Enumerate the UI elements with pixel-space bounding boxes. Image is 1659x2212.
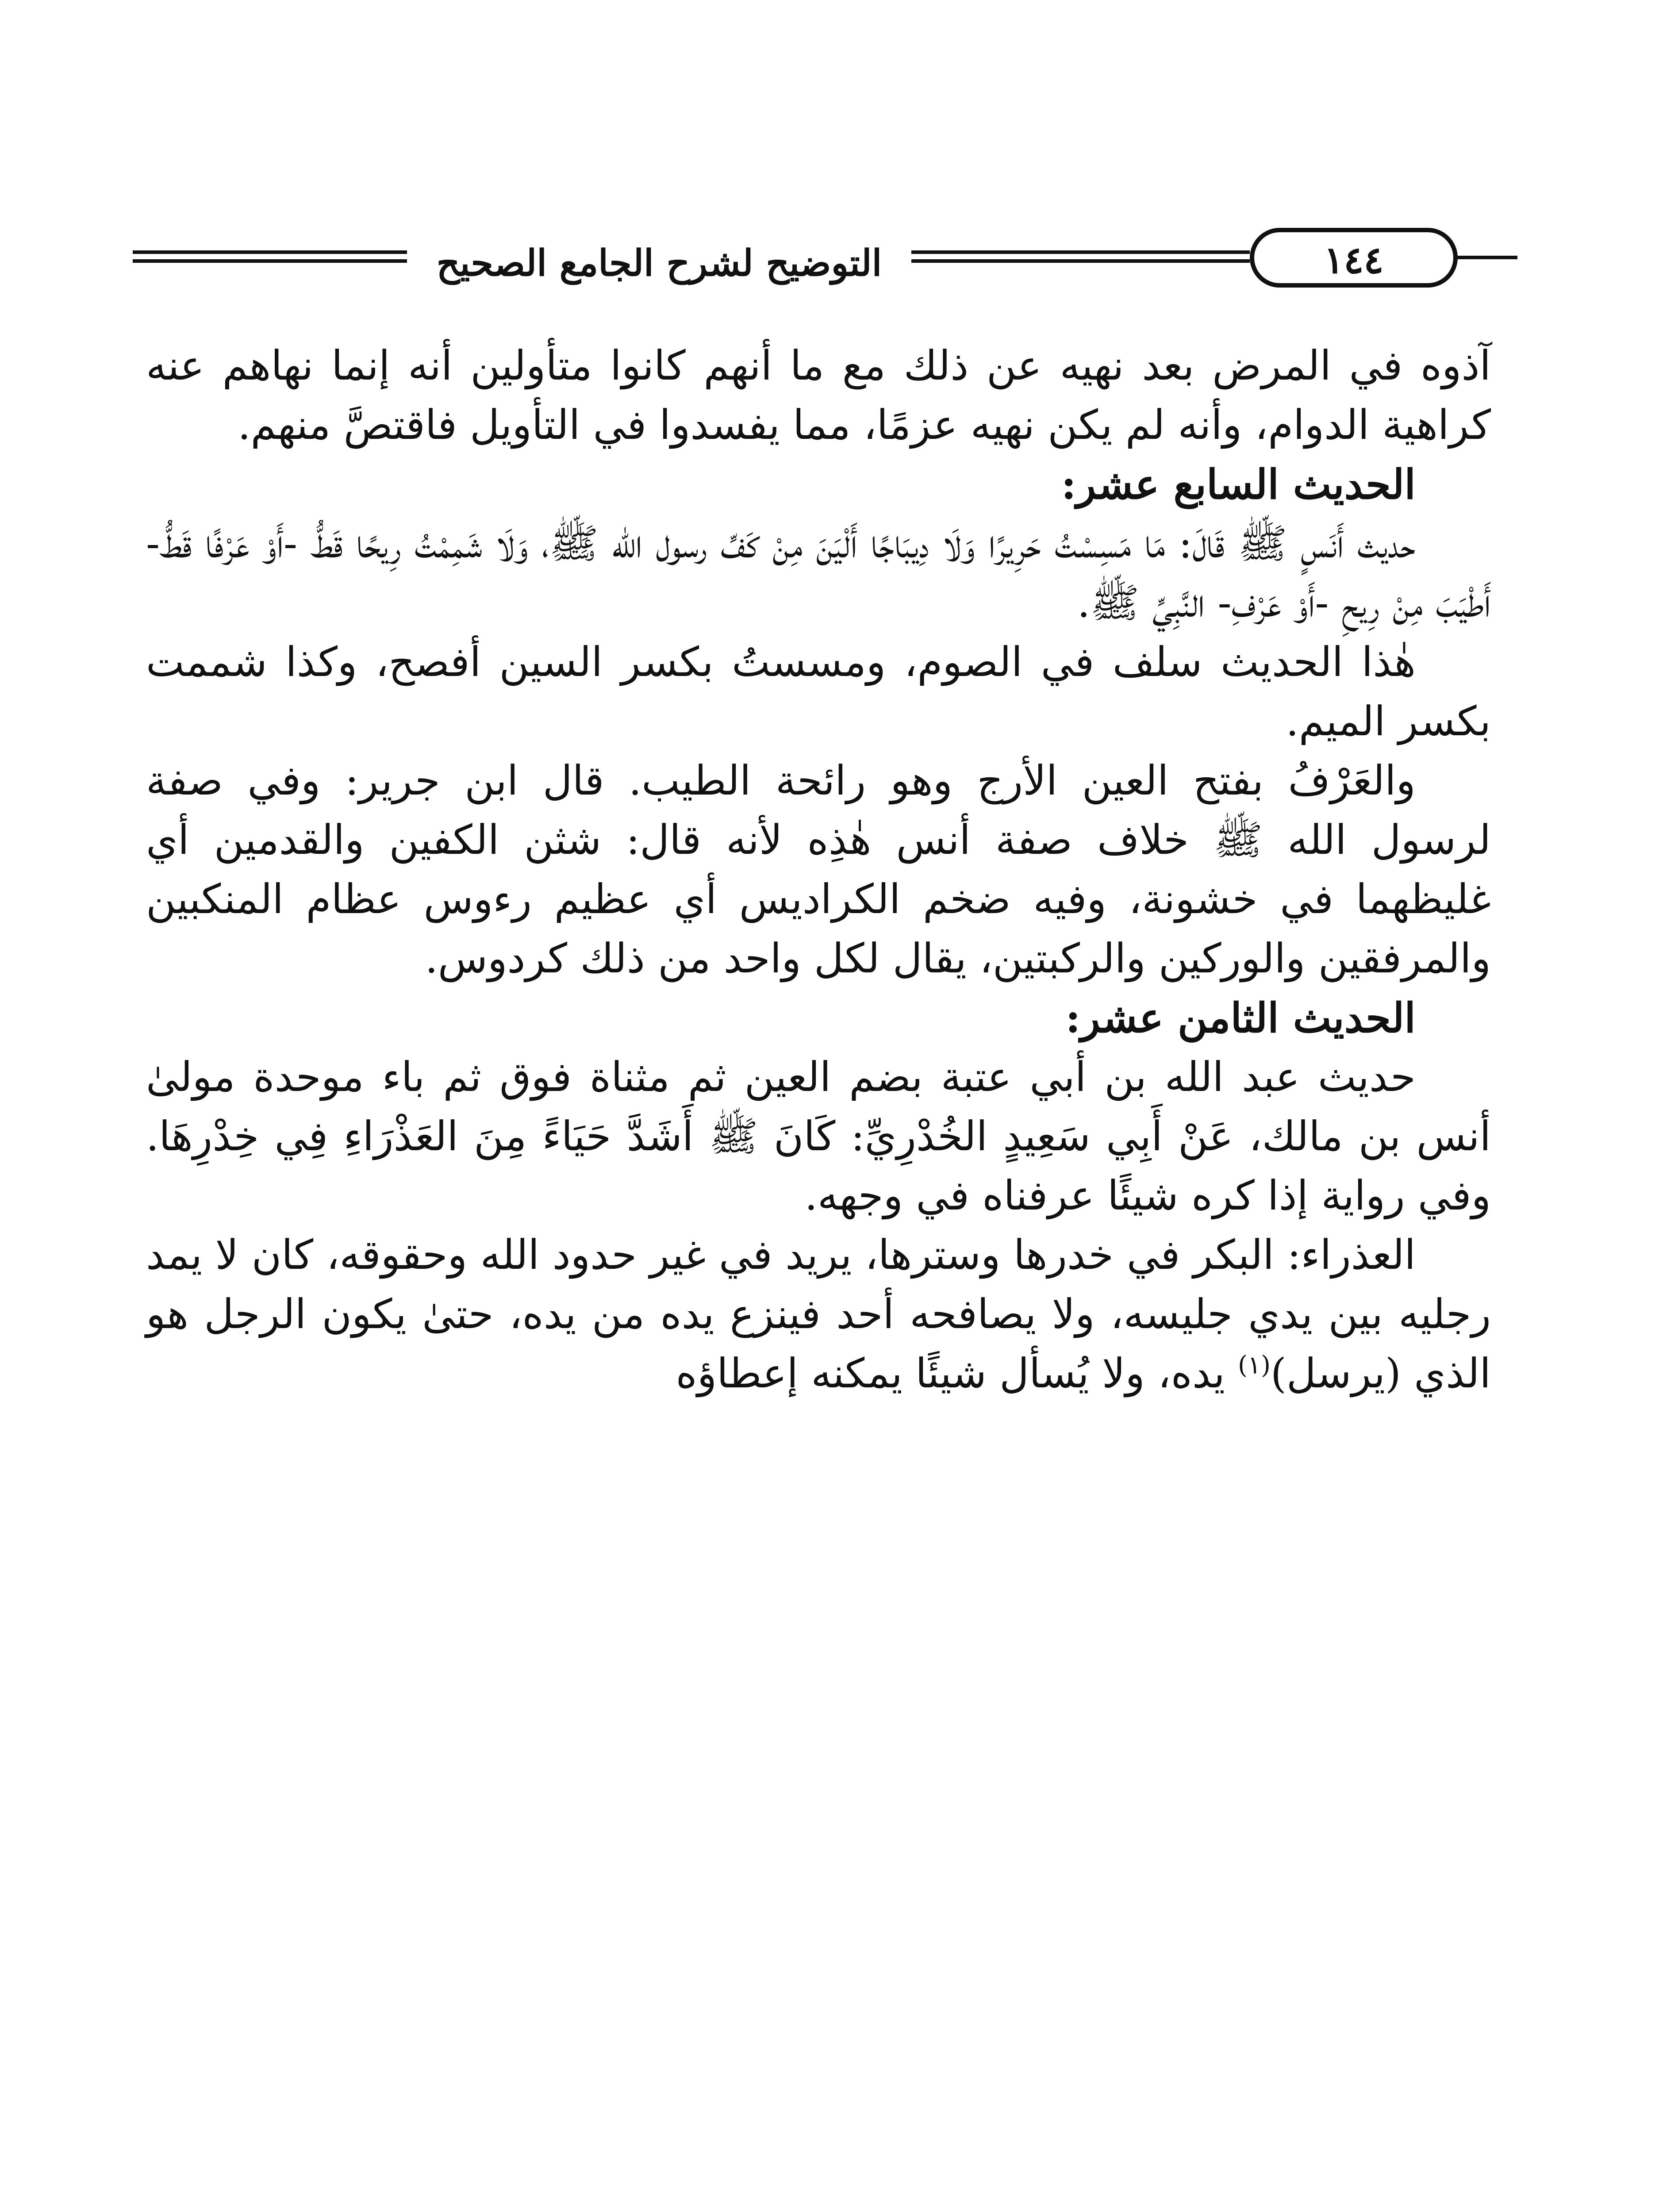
- section-heading-17: الحديث السابع عشر:: [1061, 461, 1416, 508]
- hadith-paragraph-17: حديث أَنَسٍ ﷺ قَالَ: مَا مَسِسْتُ حَرِيرًا وَلَا دِيبَاجًا أَلْيَنَ مِنْ كَفِّ رسول الله ﷺ، وَلَا شَمِمْتُ رِيحًا قَطُّ -أَوْ عَرْفًا قَطُّ- أَطْيَبَ مِنْ رِيحِ -أَوْ عَرْفِ- النَّبِيِّ ﷺ.: [146, 520, 1491, 626]
- page-header: [133, 212, 1517, 301]
- header-rule-left: [133, 250, 407, 254]
- header-rule-center: [911, 250, 1250, 254]
- hadith-paragraph-18: حديث عبد الله بن أبي عتبة بضم العين ثم مثناة فوق ثم باء موحدة مولىٰ أنس بن مالك، عَنْ أَبِي سَعِيدٍ الخُدْرِيِّ: كَانَ ﷺ أَشَدَّ حَيَاءً مِنَ العَذْرَاءِ فِي خِدْرِهَا. وفي رواية إذا كره شيئًا عرفناه في وجهه.: [146, 1053, 1491, 1219]
- commentary-text-before-note: العذراء: البكر في خدرها وسترها، يريد في غير حدود الله وحقوقه، كان لا يمد رجليه بين يدي جليسه، ولا يصافحه أحد فينزع يده من يده، حتىٰ يكون الرجل هو الذي (يرسل): [146, 1231, 1491, 1397]
- running-head-title: التوضيح لشرح الجامع الصحيح: [436, 242, 882, 284]
- main-text: [146, 336, 1491, 1403]
- header-rule-left-lower: [133, 259, 407, 263]
- section-heading-18: الحديث الثامن عشر:: [1065, 994, 1416, 1042]
- commentary-paragraph: هٰذا الحديث سلف في الصوم، ومسستُ بكسر السين أفصح، وكذا شممت بكسر الميم.: [146, 638, 1491, 745]
- page-number-frame: [1250, 228, 1458, 288]
- commentary-paragraph: والعَرْفُ بفتح العين الأرج وهو رائحة الطيب. قال ابن جرير: وفي صفة لرسول الله ﷺ خلاف صفة أنس هٰذِه لأنه قال: شثن الكفين والقدمين أي غليظهما في خشونة، وفيه ضخم الكراديس أي عظيم رءوس عظام المنكبين والمرفقين والوركين والركبتين، يقال لكل واحد من ذلك كردوس.: [146, 757, 1491, 982]
- page-number: ١٤٤: [1324, 238, 1384, 282]
- header-rule-center-lower: [911, 259, 1250, 263]
- commentary-text-after-note: يده، ولا يُسأل شيئًا يمكنه إعطاؤه: [676, 1350, 1238, 1397]
- footnote-reference: (١): [1238, 1351, 1271, 1380]
- commentary-paragraph-with-note: [146, 1225, 1491, 1403]
- paragraph-continuation: آذوه في المرض بعد نهيه عن ذلك مع ما أنهم كانوا متأولين أنه إنما نهاهم عنه كراهية الدوام، وأنه لم يكن نهيه عزمًا، مما يفسدوا في التأويل فاقتصَّ منهم.: [146, 342, 1491, 449]
- header-rule-right: [1458, 256, 1517, 259]
